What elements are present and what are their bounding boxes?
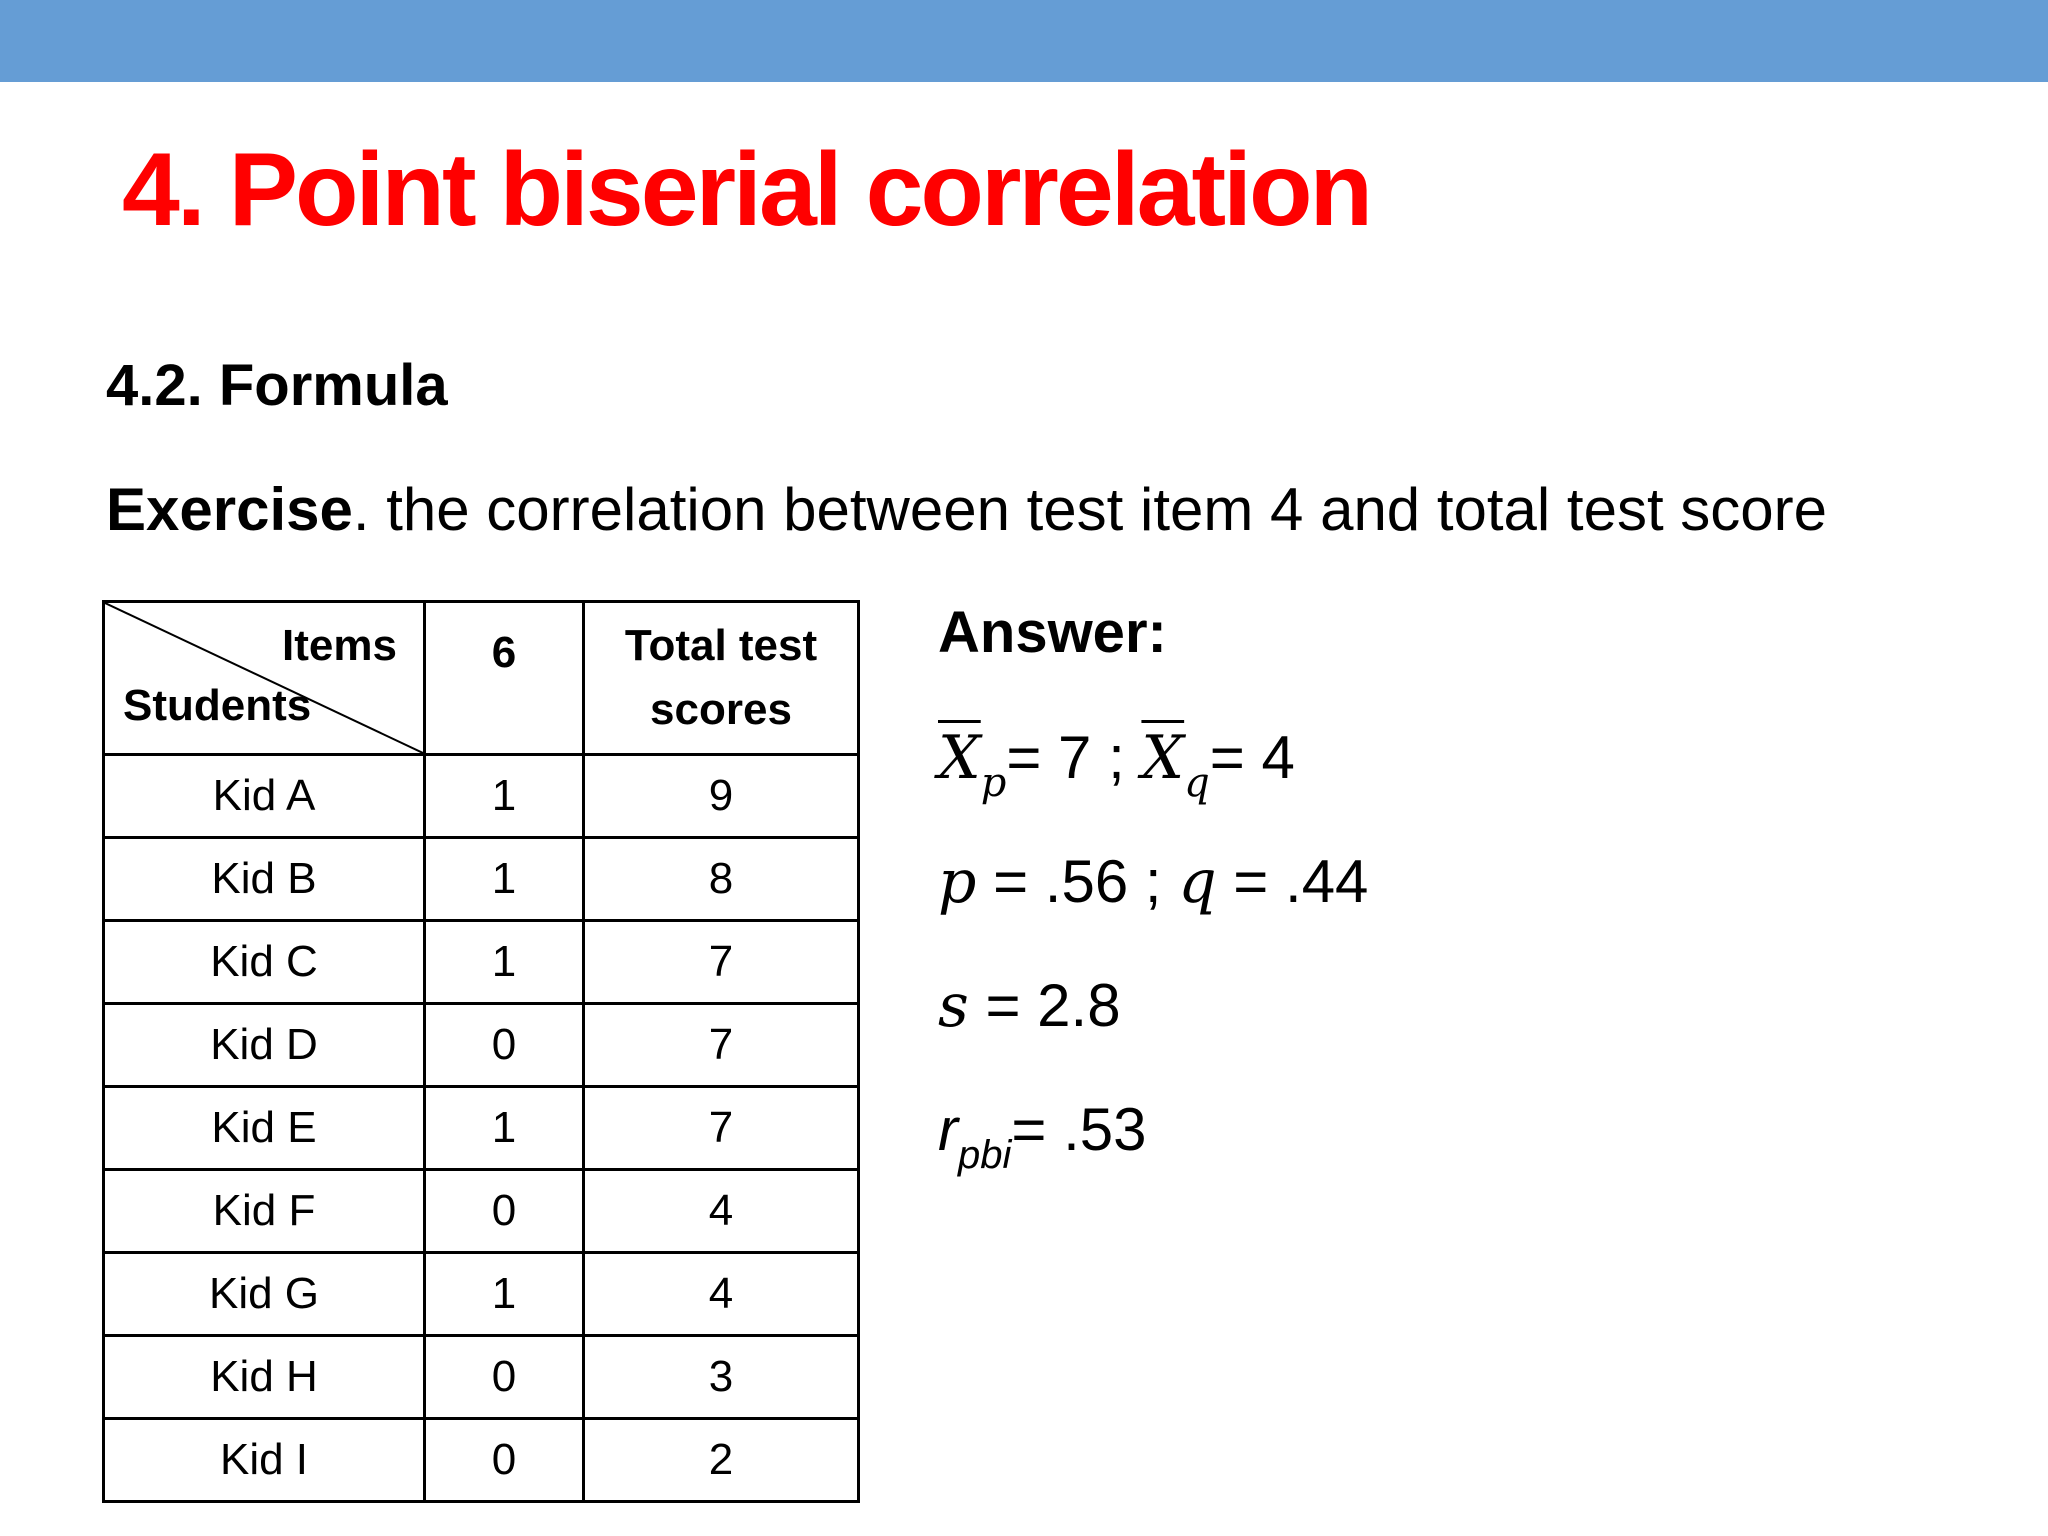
xq-value: = 4 xyxy=(1209,724,1295,791)
total-score-cell: 8 xyxy=(584,838,859,921)
q-symbol: q xyxy=(1178,847,1217,917)
item-score-cell: 0 xyxy=(425,1336,584,1419)
table-row xyxy=(104,1253,859,1336)
header-items: Items xyxy=(282,621,397,670)
student-cell: Kid C xyxy=(104,921,425,1004)
s-symbol: s xyxy=(938,971,969,1041)
table-header-row xyxy=(104,602,859,755)
item-score-cell: 0 xyxy=(425,1419,584,1502)
student-cell: Kid E xyxy=(104,1087,425,1170)
table-row xyxy=(104,921,859,1004)
header-item-number xyxy=(425,602,584,755)
table-row xyxy=(104,1419,859,1502)
total-score-cell: 7 xyxy=(584,1087,859,1170)
xq-subscript: q xyxy=(1184,760,1210,806)
total-score-cell: 4 xyxy=(584,1253,859,1336)
section-heading: 4.2. Formula xyxy=(106,353,448,418)
item-score-cell: 1 xyxy=(425,1253,584,1336)
student-cell: Kid H xyxy=(104,1336,425,1419)
exercise-label: Exercise xyxy=(106,476,353,543)
student-cell: Kid F xyxy=(104,1170,425,1253)
item-score-cell: 1 xyxy=(425,755,584,838)
p-value: = .56 ; xyxy=(976,848,1179,915)
answer-std-dev xyxy=(938,971,1121,1041)
item-score-cell: 0 xyxy=(425,1004,584,1087)
p-symbol: p xyxy=(938,847,977,917)
r-symbol: r xyxy=(938,1096,958,1163)
r-subscript: pbi xyxy=(957,1133,1012,1177)
top-banner xyxy=(0,0,2048,82)
item-score-cell: 1 xyxy=(425,1087,584,1170)
scores-table xyxy=(102,600,860,1503)
header-total-line1: Total test xyxy=(624,621,818,671)
header-total-line2: scores xyxy=(650,685,792,734)
exercise-text: . the correlation between test item 4 and total test score xyxy=(352,476,1828,543)
item-score-cell: 1 xyxy=(425,838,584,921)
header-total-scores xyxy=(584,602,859,755)
total-score-cell: 2 xyxy=(584,1419,859,1502)
xq-symbol: $\overline{X}$ xyxy=(1141,723,1185,793)
student-cell: Kid D xyxy=(104,1004,425,1087)
table-row xyxy=(104,1336,859,1419)
xp-value: = 7 ; xyxy=(1006,724,1142,791)
item-score-cell: 1 xyxy=(425,921,584,1004)
header-item-number-text: 6 xyxy=(491,628,517,677)
answer-title: Answer: xyxy=(938,600,1167,665)
total-score-cell: 7 xyxy=(584,1004,859,1087)
student-cell: Kid G xyxy=(104,1253,425,1336)
table-body xyxy=(104,755,859,1502)
header-students: Students xyxy=(123,681,312,730)
student-cell: Kid I xyxy=(104,1419,425,1502)
r-value: = .53 xyxy=(1011,1096,1147,1163)
xp-subscript: p xyxy=(980,760,1007,806)
s-value: = 2.8 xyxy=(968,972,1121,1039)
table-row xyxy=(104,1004,859,1087)
table-row xyxy=(104,838,859,921)
answer-means xyxy=(938,723,1295,806)
table-row xyxy=(104,755,859,838)
total-score-cell: 4 xyxy=(584,1170,859,1253)
xp-symbol: $\overline{X}$ xyxy=(938,723,981,793)
slide-title: 4. Point biserial correlation xyxy=(122,132,1371,248)
student-cell: Kid A xyxy=(104,755,425,838)
total-score-cell: 9 xyxy=(584,755,859,838)
diagonal-header-cell xyxy=(104,602,425,755)
table-row xyxy=(104,1087,859,1170)
table-row xyxy=(104,1170,859,1253)
answer-correlation xyxy=(938,1096,1147,1177)
item-score-cell: 0 xyxy=(425,1170,584,1253)
total-score-cell: 7 xyxy=(584,921,859,1004)
exercise-statement xyxy=(106,476,1828,543)
total-score-cell: 3 xyxy=(584,1336,859,1419)
student-cell: Kid B xyxy=(104,838,425,921)
q-value: = .44 xyxy=(1216,848,1369,915)
answer-proportions xyxy=(938,847,1369,917)
